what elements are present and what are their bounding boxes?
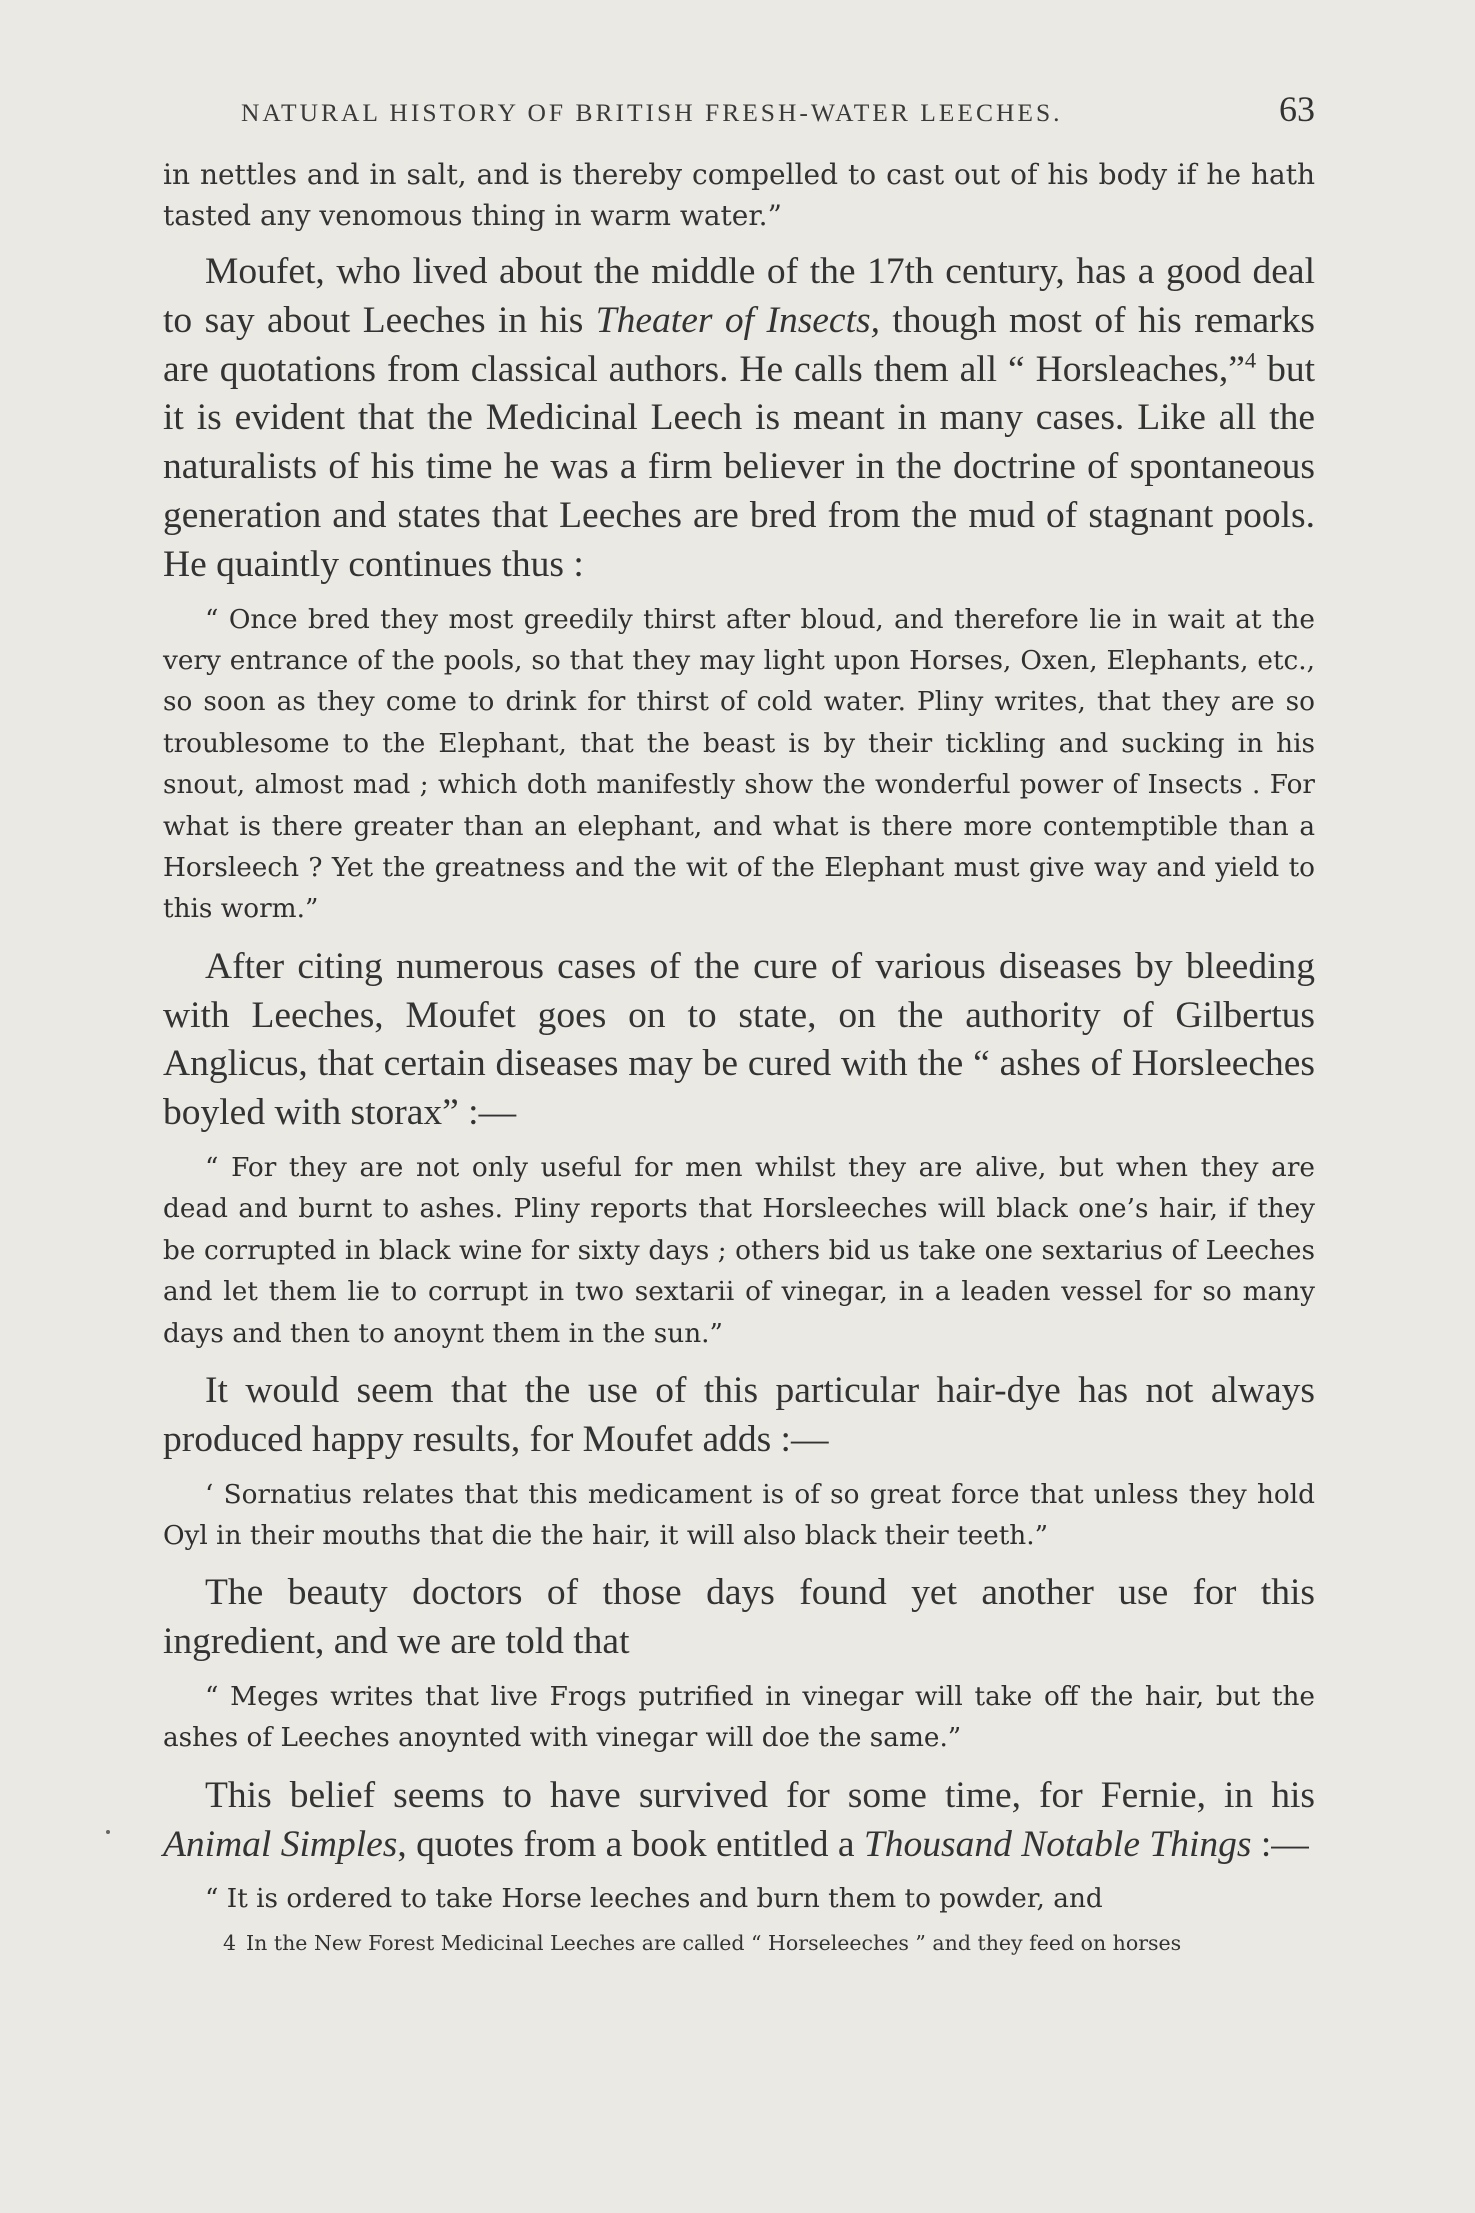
block-quote: “ For they are not only useful for men whilst they are alive, but when they are dead and burnt to ashes. Pliny reports that Horsleeches will black one’s hair, if they be corrupted in black wine for sixty days ; others bid us take one sextarius of Leeches and let them lie to corrupt in two sextarii of vinegar, in a leaden vessel for so many days and then to anoynt them in the sun.” <box>163 1153 1315 1349</box>
paragraph-text: but it is evident that the Medicinal Leech is meant in many cases. Like all the naturalists of his time he was a firm believer in the doctrine of spontaneous generation and states that Leeches are bred from the mud of stagnant pools. He quaintly continues thus : <box>163 348 1315 585</box>
block-quote: “ Meges writes that live Frogs putrified in vinegar will take off the hair, but the ashes of Leeches anoynted with vinegar will doe the same.” <box>163 1682 1315 1754</box>
margin-speck <box>106 1830 110 1834</box>
paragraph-text: :— <box>1251 1823 1309 1865</box>
paragraph-text: This belief seems to have survived for some time, for Fernie, in his <box>205 1774 1315 1816</box>
paragraph-fernie <box>163 1772 1315 1870</box>
paragraph-text: Moufet, who lived about the middle of the 17th century, has a good deal to say about Leeches in his <box>163 251 1315 341</box>
block-quote: “ Once bred they most greedily thirst after bloud, and therefore lie in wait at the very entrance of the pools, so that they may light upon Horses, Oxen, Elephants, etc., so soon as they come to drink for thirst of cold water. Pliny writes, that they are so troublesome to the Elephant, that the beast is by their tickling and sucking in his snout, almost mad ; which doth manifestly show the wonderful power of Insects . For what is there greater than an elephant, and what is there more contemptible than a Horsleech ? Yet the greatness and the wit of the Elephant must give way and yield to this worm.” <box>163 604 1315 925</box>
footnote-reference[interactable]: 4 <box>1244 347 1257 373</box>
running-head <box>163 88 1315 136</box>
paragraph-beauty: The beauty doctors of those days found yet another use for this ingredient, and we are told that <box>163 1572 1315 1663</box>
footnote <box>163 1929 1315 1957</box>
page-number: 63 <box>1279 89 1315 129</box>
footnote-text: In the New Forest Medicinal Leeches are called “ Horseleeches ” and they feed on horses <box>246 1930 1182 1955</box>
paragraph-moufet <box>163 248 1315 590</box>
book-title: Thousand Notable Things <box>863 1823 1252 1865</box>
book-title: Animal Simples <box>163 1823 398 1865</box>
paragraph-cure: After citing numerous cases of the cure of various diseases by bleeding with Leeches, Moufet goes on to state, on the authority of Gilbertus Anglicus, that certain diseases may be cured with the “ ashes of Horsleeches boyled with storax” :— <box>163 945 1315 1134</box>
footnote-mark: 4 <box>223 1930 237 1955</box>
running-title: NATURAL HISTORY OF BRITISH FRESH-WATER LEECHES. <box>241 98 1063 127</box>
paragraph-continuation <box>163 154 1315 236</box>
paragraph-hair-dye: It would seem that the use of this particular hair-dye has not always produced happy results, for Moufet adds :— <box>163 1370 1315 1460</box>
paragraph-text: in nettles and in salt, and is thereby compelled to cast out of his body if he hath tasted any venomous thing in warm water.” <box>163 158 1315 232</box>
book-title: Theater of Insects, <box>595 299 880 341</box>
paragraph-text: though most of his remarks are quotations from classical authors. He calls them all “ Horsleaches,” <box>163 299 1315 390</box>
block-quote: ‘ Sornatius relates that this medicament is of so great force that unless they hold Oyl in their mouths that die the hair, it will also black their teeth.” <box>163 1479 1315 1552</box>
paragraph-text: , quotes from a book entitled a <box>397 1823 864 1865</box>
block-quote: “ It is ordered to take Horse leeches and burn them to powder, and <box>205 1884 1103 1915</box>
